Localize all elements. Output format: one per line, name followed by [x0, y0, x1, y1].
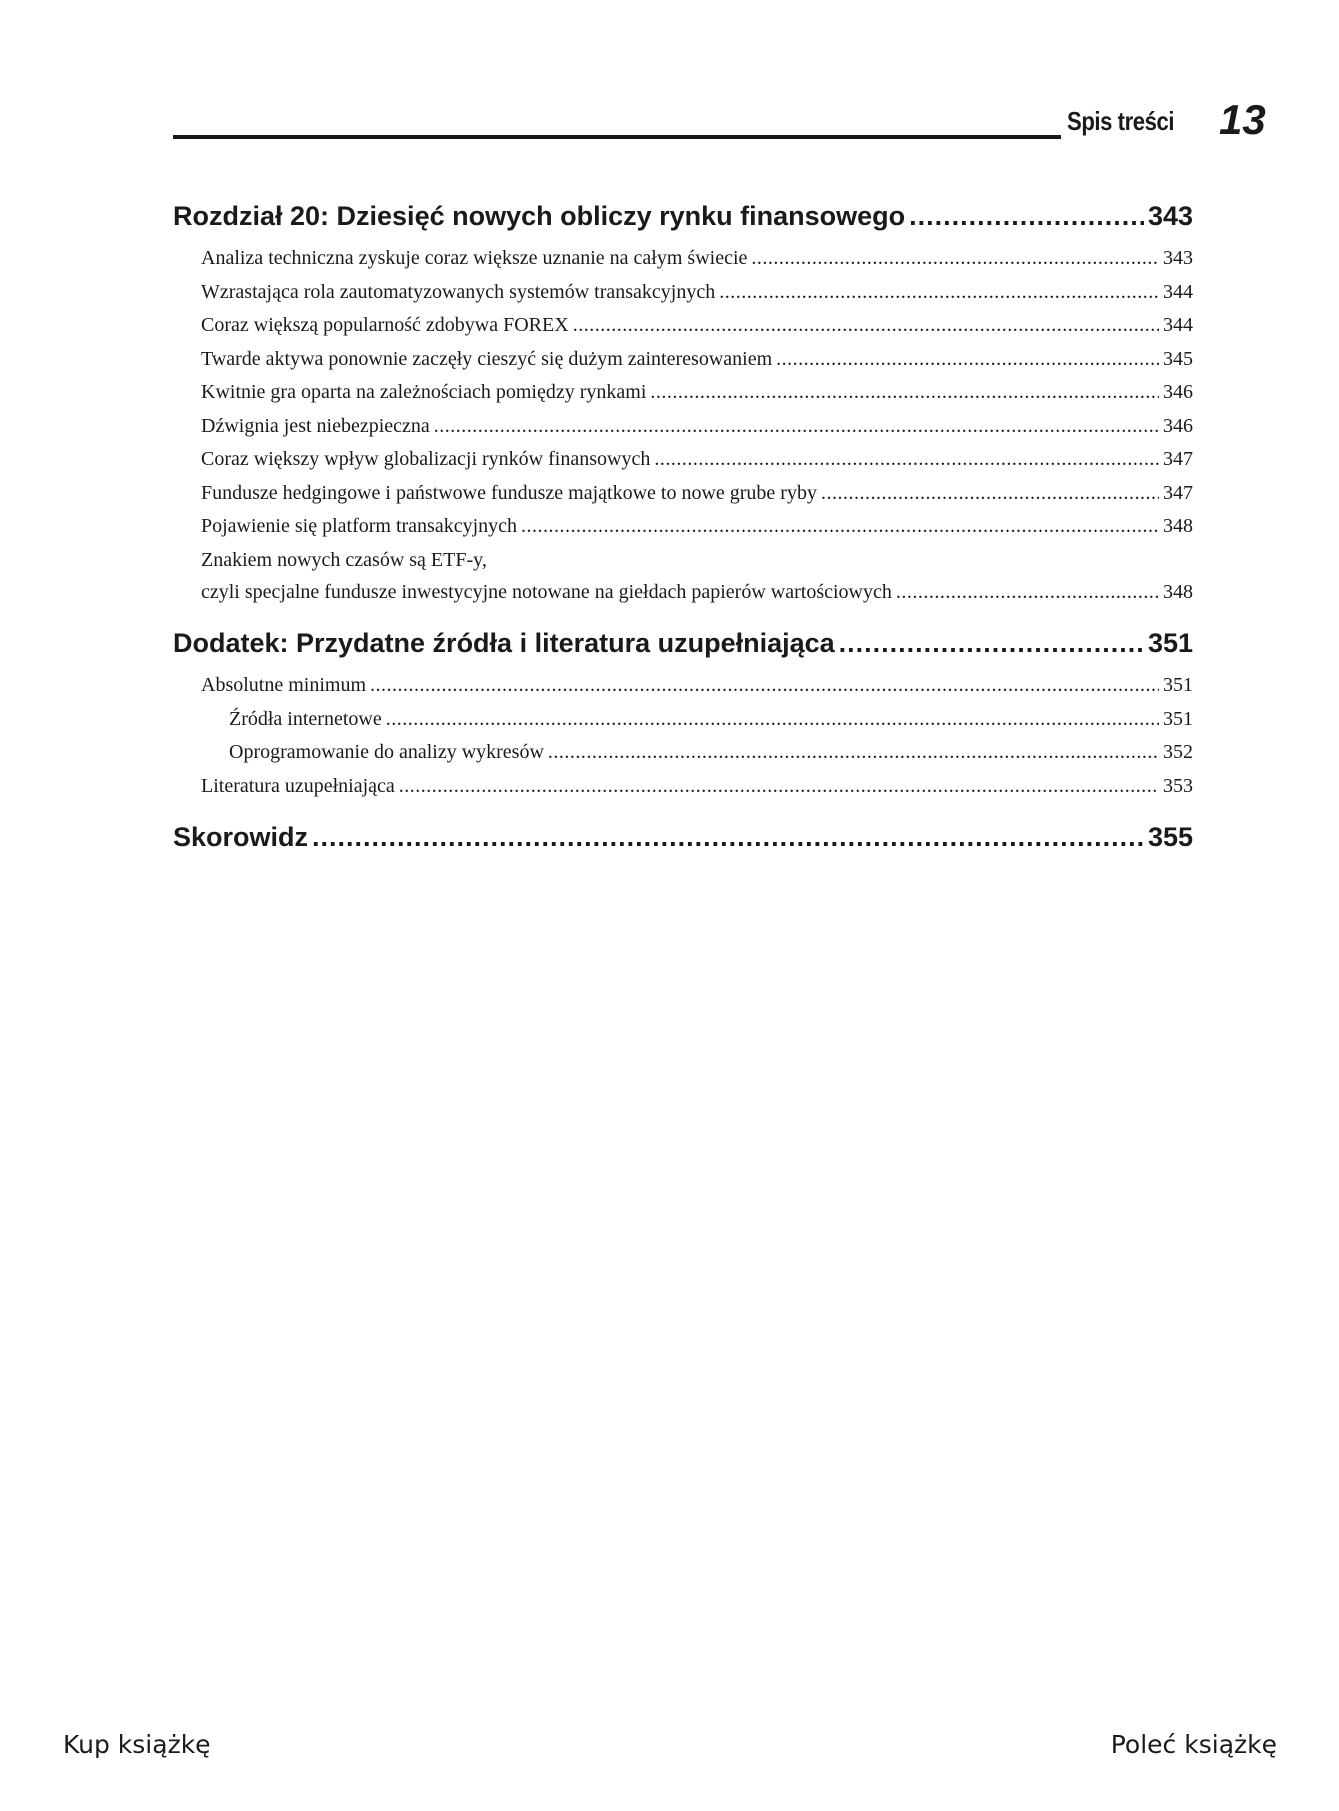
dot-leader: [312, 817, 1144, 857]
toc-item-page: 351: [1163, 674, 1193, 696]
toc-item-title: Dźwignia jest niebezpieczna: [201, 414, 430, 437]
dot-leader: [719, 276, 1159, 310]
toc-item-page: 348: [1163, 515, 1193, 537]
toc-item-page: 343: [1163, 247, 1193, 269]
toc-item-page: 352: [1163, 741, 1193, 763]
toc-item[interactable]: [173, 770, 1193, 804]
chapter-title: Dodatek: Przydatne źródła i literatura uzupełniająca: [173, 628, 835, 658]
chapter-page: 355: [1147, 822, 1193, 852]
dot-leader: [751, 242, 1159, 276]
toc-item-page: 346: [1163, 381, 1193, 403]
toc-item[interactable]: [173, 376, 1193, 410]
dot-leader: [839, 623, 1144, 663]
dot-leader: [650, 376, 1159, 410]
toc-item-title: Źródła internetowe: [229, 707, 382, 730]
header-title: Spis treści: [1067, 106, 1175, 136]
toc-item[interactable]: [173, 242, 1193, 276]
dot-leader: [896, 576, 1159, 610]
toc-item-title: Literatura uzupełniająca: [201, 774, 395, 797]
chapter-page: 343: [1147, 201, 1193, 231]
toc-index[interactable]: [173, 817, 1193, 857]
toc-item-title: Fundusze hedgingowe i państwowe fundusze majątkowe to nowe grube ryby: [201, 481, 817, 504]
dot-leader: [370, 669, 1159, 703]
toc-item-page: 347: [1163, 448, 1193, 470]
dot-leader: [821, 477, 1159, 511]
dot-leader: [521, 510, 1159, 544]
toc-item-page: 347: [1163, 481, 1193, 504]
toc-item[interactable]: [173, 343, 1193, 377]
toc-subitem[interactable]: [173, 736, 1193, 770]
toc-item-page: 344: [1163, 280, 1193, 303]
toc-item-title: Pojawienie się platform transakcyjnych: [201, 515, 518, 537]
chapter-page: 351: [1147, 628, 1193, 658]
toc-item-page: 346: [1163, 414, 1193, 437]
toc-item-title: Coraz większą popularność zdobywa FOREX: [201, 314, 569, 336]
dot-leader: [548, 736, 1159, 770]
toc-item-title: Absolutne minimum: [201, 674, 366, 696]
table-of-contents: [173, 196, 1193, 857]
toc-item-title: Analiza techniczna zyskuje coraz większe uznanie na całym świecie: [201, 247, 748, 269]
toc-item-page: 353: [1163, 774, 1193, 797]
header-rule: [173, 135, 1061, 139]
dot-leader: [399, 770, 1159, 804]
toc-item-title: czyli specjalne fundusze inwestycyjne notowane na giełdach papierów wartościowych: [201, 580, 892, 603]
page-number: 13: [1219, 96, 1266, 143]
toc-item[interactable]: [173, 669, 1193, 703]
toc-appendix[interactable]: [173, 623, 1193, 663]
dot-leader: [573, 309, 1159, 343]
toc-item[interactable]: [173, 309, 1193, 343]
toc-item-title: Wzrastająca rola zautomatyzowanych systemów transakcyjnych: [201, 280, 716, 303]
toc-item-title: Kwitnie gra oparta na zależnościach pomiędzy rynkami: [201, 381, 647, 403]
toc-chapter-20[interactable]: [173, 196, 1193, 236]
dot-leader: [386, 703, 1159, 737]
chapter-title: Rozdział 20: Dziesięć nowych obliczy rynku finansowego: [173, 201, 906, 231]
toc-item-title: Oprogramowanie do analizy wykresów: [229, 741, 544, 763]
toc-item-title: Twarde aktywa ponownie zaczęły cieszyć się dużym zainteresowaniem: [201, 347, 773, 370]
dot-leader: [654, 443, 1159, 477]
toc-item[interactable]: [173, 443, 1193, 477]
toc-item-etf-line1[interactable]: Znakiem nowych czasów są ETF-y,: [201, 548, 487, 571]
toc-item-page: 348: [1163, 580, 1193, 603]
running-header: [173, 94, 1273, 146]
toc-item[interactable]: [173, 477, 1193, 511]
toc-item-page: 351: [1163, 707, 1193, 730]
toc-item[interactable]: [173, 410, 1193, 444]
toc-item[interactable]: [173, 276, 1193, 310]
toc-item-page: 344: [1163, 314, 1193, 336]
toc-item-page: 345: [1163, 347, 1193, 370]
dot-leader: [909, 196, 1144, 236]
recommend-book-link[interactable]: Poleć książkę: [1110, 1730, 1277, 1759]
dot-leader: [776, 343, 1159, 377]
toc-item-etf[interactable]: [173, 576, 1193, 610]
toc-subitem[interactable]: [173, 703, 1193, 737]
toc-item[interactable]: [173, 510, 1193, 544]
dot-leader: [434, 410, 1159, 444]
chapter-title: Skorowidz: [173, 822, 309, 852]
toc-item-title: Coraz większy wpływ globalizacji rynków finansowych: [201, 448, 651, 470]
buy-book-link[interactable]: Kup książkę: [63, 1730, 211, 1759]
